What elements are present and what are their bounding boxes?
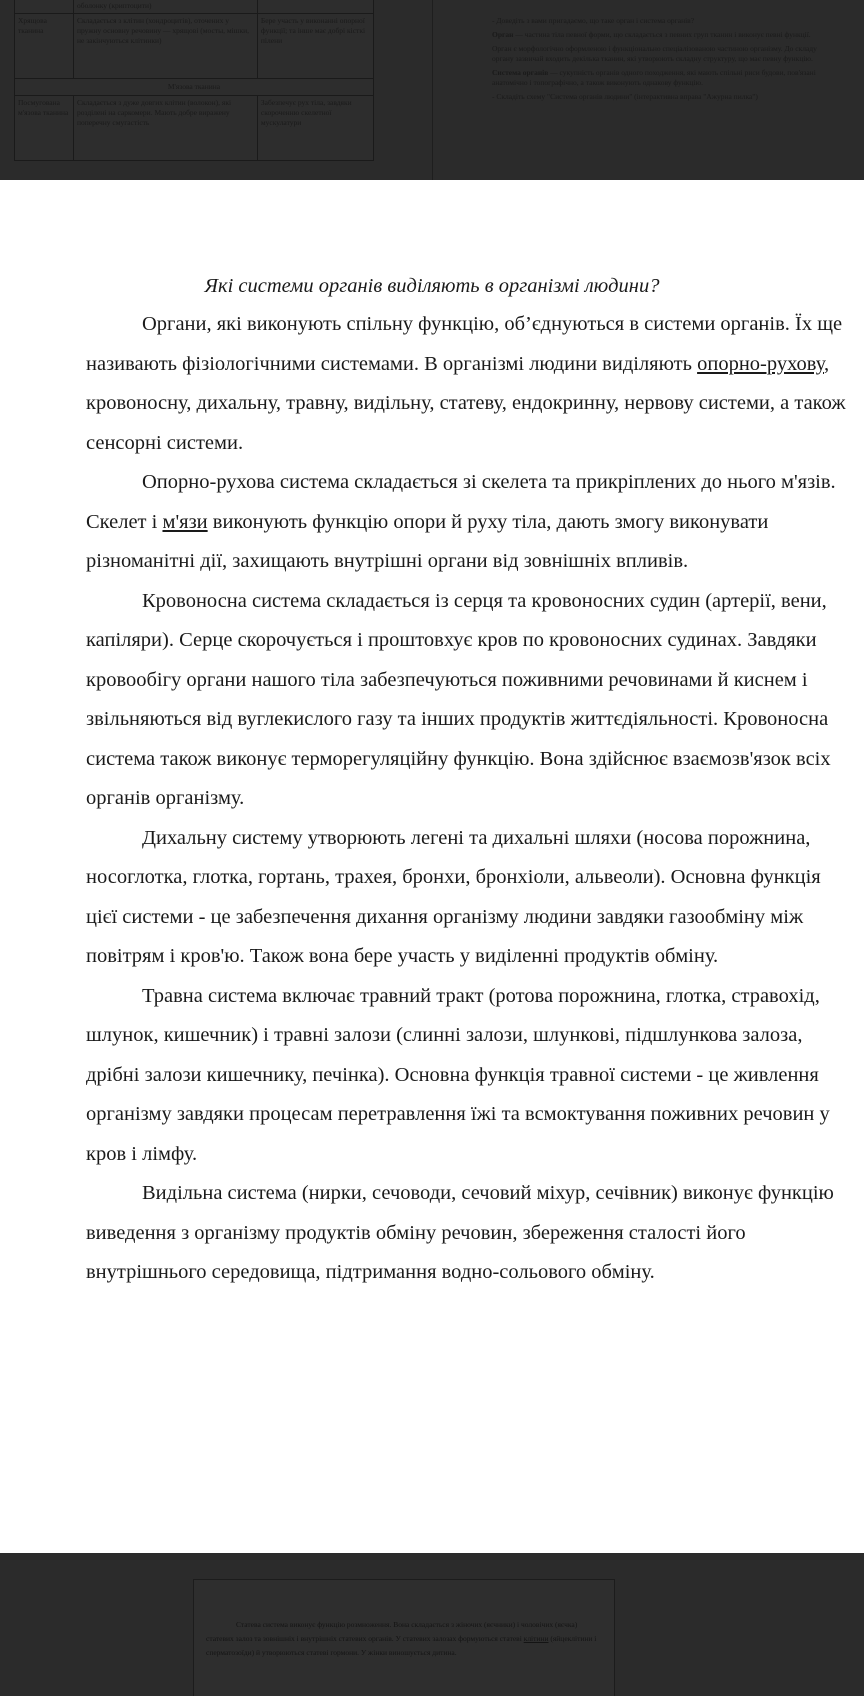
paragraph-respiratory: Дихальну систему утворюють легені та дихальні шляхи (носова порожнина, носоглотка, глотка, гортань, трахея, бронхи, бронхіоли, альвеоли). Основна функція цієї системи - це забезпечення дихання організму людини завдяки газообміну між повітрям і кров'ю. Також вона бере участь у виділенні продуктів обміну.: [86, 826, 821, 967]
organ-definition: — частина тіла певної форми, що складається з певних груп тканин і виконує певні функції.: [515, 30, 811, 39]
term-system: Система органів: [492, 68, 549, 77]
paragraph-text: (яйцеклітини і сперматозоїди) й утворюються статеві гормони. У жінки виношується дитина.: [206, 1634, 597, 1657]
paragraph-text: Опорно-рухова система складається зі скелета та прикріплених до нього м'язів. Скелет і: [86, 471, 836, 533]
paragraph-organ-systems: [86, 305, 850, 463]
link-musculoskeletal[interactable]: опорно-рухову: [697, 352, 824, 375]
tissue-function-cell: Бере участь у виконанні опорної функції; та інше має добрі кісткі пілени: [257, 14, 373, 79]
term-organ: Орган: [492, 30, 514, 39]
paragraph-text: виконують функцію опори й руху тіла, дають змогу виконувати різноманітні дії, захищають внутрішні органи від зовнішніх впливів.: [86, 510, 769, 572]
link-cells[interactable]: клітини: [523, 1634, 549, 1643]
table-cell: [74, 0, 258, 14]
page-title: Які системи органів виділяють в організмі людини?: [204, 275, 660, 297]
tissue-name-cell: Посмугована м'язова тканина: [15, 96, 74, 161]
next-page-thumbnail: [193, 1579, 615, 1696]
previous-page-preview[interactable]: [0, 0, 864, 180]
note-task: - Складіть схему "Система органів людини" (інтерактивна вправа "Ажурна пилка"): [492, 92, 758, 101]
paragraph-excretory: Видільна система (нирки, сечоводи, сечовий міхур, сечівник) виконує функцію виведення з організму продуктів обміну речовин, збереження сталості його внутрішнього середовища, підтримання водно-сольового обміну.: [86, 1182, 834, 1283]
paragraph-text: , кровоносну, дихальну, травну, видільну, статеву, ендокринну, нервову системи, а також сенсорні системи.: [86, 352, 846, 454]
link-muscles[interactable]: м'язи: [162, 510, 208, 533]
note-system: [492, 68, 822, 88]
table-section-row: [15, 79, 374, 96]
paragraph-musculoskeletal: [86, 463, 850, 582]
tissue-function-cell: Забезпечує рух тіла, завдяки скороченню скелетної мускулатури: [257, 96, 373, 161]
paragraph-reproductive: [206, 1618, 602, 1660]
cell-text: оболонку (криптоцити): [77, 1, 152, 10]
table-row: [15, 0, 374, 14]
document-page: [0, 180, 864, 1553]
tissue-table: [14, 0, 374, 161]
paragraph-text: Статева система виконує функцію розмноження. Вона складається з жіночих (яєчники) і чоловічих (яєчка) статевих залоз та зовнішніх і внутрішніх статевих органів. У статевих залозах формуються статеві: [206, 1620, 578, 1643]
system-definition: — сукупність органів одного походження, які мають спільні риси будови, пов'язані анатомічно і топографічно, а також виконують однакову функцію.: [492, 68, 816, 87]
preview-notes: [492, 16, 822, 106]
document-body: [86, 305, 850, 1293]
tissue-structure-cell: Складається з клітин (хондроцитів), оточених у пружну основну речовину — хрящові (мосты, мішки, не закінчуються клітинки): [74, 14, 258, 79]
note-organ-extra: Орган є морфологічно оформленою і функціонально спеціалізованою частиною організму. До складу органу зазвичай входить декілька тканин, які утворюють складну структуру, що має певну функцію.: [492, 44, 817, 63]
paragraph-circulatory: Кровоносна система складається із серця та кровоносних судин (артерії, вени, капіляри). Серце скорочується і проштовхує кров по кровоносних судинах. Завдяки кровообігу органи нашого тіла забезпечуються поживними речовинами й киснем і звільняються від вуглекислого газу та інших продуктів життєдіяльності. Кровоносна система також виконує терморегуляційну функцію. Вона здійснює взаємозв'язок всіх органів організму.: [86, 589, 831, 809]
table-row: [15, 96, 374, 161]
column-divider: [432, 0, 433, 180]
next-page-preview[interactable]: [0, 1553, 864, 1696]
section-title-cell: М'язова тканина: [15, 79, 374, 96]
next-page-text: [206, 1618, 602, 1660]
table-row: [15, 14, 374, 79]
note-organ: [492, 30, 822, 40]
note-question: - Доведіть з вами пригадаємо, що таке орган і система органів?: [492, 16, 695, 25]
tissue-structure-cell: Складається з дуже довгих клітин (волокон), які розділені на саркомери. Мають добре виражену поперечну смугастість: [74, 96, 258, 161]
paragraph-text: Органи, які виконують спільну функцію, об’єднуються в системи органів. Їх ще називають фізіологічними системами. В організмі людини виділяють: [86, 313, 843, 375]
paragraph-digestive: Травна система включає травний тракт (ротова порожнина, глотка, стравохід, шлунок, кишечник) і травні залози (слинні залози, шлункові, підшлункова залоза, дрібні залози кишечнику, печінка). Основна функція травної системи - це живлення організму завдяки процесам перетравлення їжі та всмоктування поживних речовин у кров і лімфу.: [86, 984, 830, 1165]
tissue-name-cell: Хрящова тканина: [15, 14, 74, 79]
table-cell: [257, 0, 373, 14]
table-cell: [15, 0, 74, 14]
